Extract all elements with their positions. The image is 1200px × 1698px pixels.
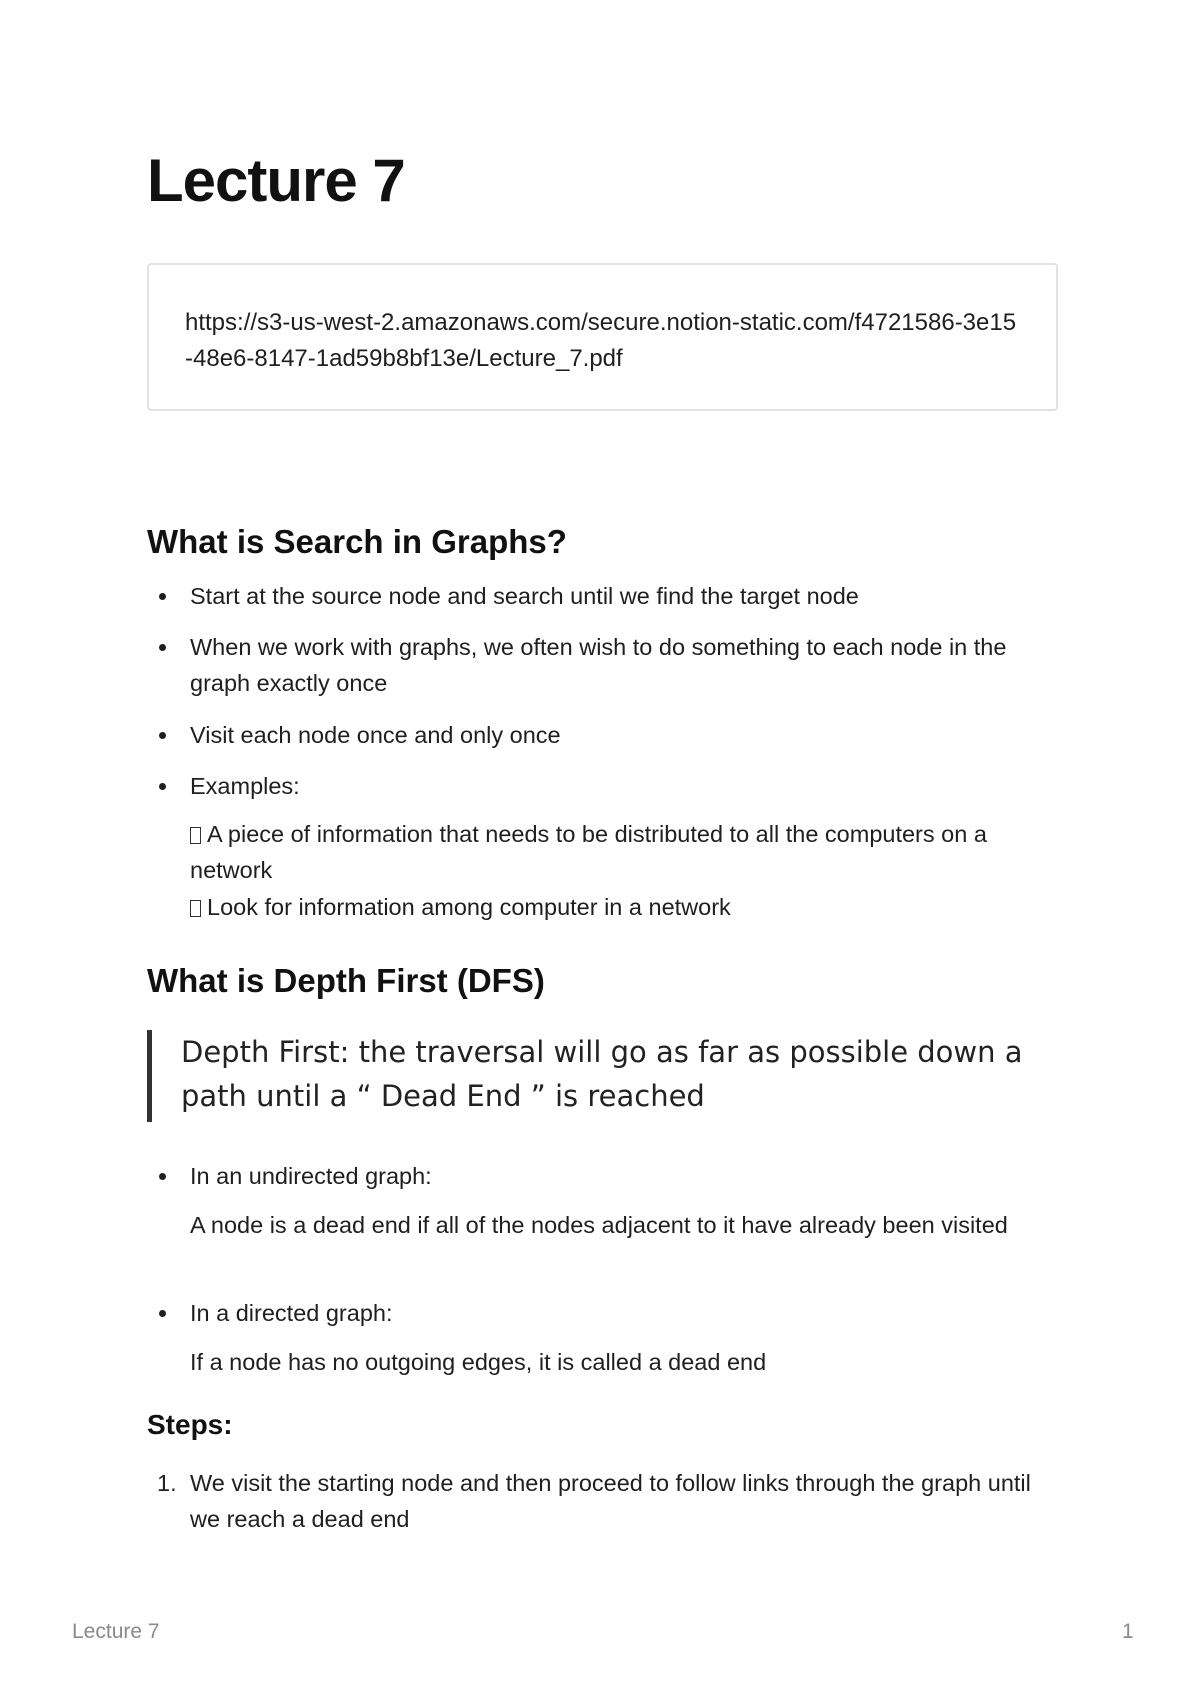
bullet-detail: A node is a dead end if all of the nodes adjacent to it have already been visited [190, 1212, 1008, 1238]
missing-glyph-icon [190, 900, 201, 917]
bullet-dot-icon [159, 783, 166, 790]
footer-page-number: 1 [1122, 1620, 1134, 1643]
example-item: A piece of information that needs to be distributed to all the computers on a network [190, 821, 987, 883]
list-item: Start at the source node and search until we find the target node [147, 578, 1062, 614]
list-item: When we work with graphs, we often wish to do something to each node in the graph exactly once [147, 629, 1062, 701]
footer-doc-title: Lecture 7 [72, 1620, 160, 1643]
bullet-detail: If a node has no outgoing edges, it is called a dead end [190, 1349, 767, 1375]
example-item: Look for information among computer in a network [190, 889, 1050, 925]
bullet-dot-icon [159, 644, 166, 651]
pdf-url-text: https://s3-us-west-2.amazonaws.com/secure.notion-static.com/f4721586-3e15-48e6-8147-1ad59b8bf13e/Lecture_7.pdf [185, 309, 1017, 372]
list-item: In a directed graph: [147, 1295, 1062, 1331]
list-item: In an undirected graph: [147, 1158, 1062, 1194]
heading-steps: Steps: [147, 1409, 233, 1440]
list-item: Visit each node once and only once [147, 717, 1062, 753]
page-title: Lecture 7 [147, 147, 405, 214]
numbered-item: 1. We visit the starting node and then proceed to follow links through the graph until we reach a dead end [157, 1470, 1031, 1532]
heading-search-in-graphs: What is Search in Graphs? [147, 523, 567, 560]
bullet-dot-icon [159, 1173, 166, 1180]
heading-depth-first: What is Depth First (DFS) [147, 962, 545, 999]
list-item: Examples: [147, 768, 1062, 804]
bullet-dot-icon [159, 1310, 166, 1317]
dfs-definition-quote: Depth First: the traversal will go as far as possible down a path until a “ Dead End ” is reached [147, 1030, 1062, 1122]
quote-bar [147, 1030, 152, 1122]
missing-glyph-icon [190, 827, 201, 844]
pdf-embed-link[interactable] [147, 263, 1058, 411]
bullet-dot-icon [159, 732, 166, 739]
bullet-dot-icon [159, 593, 166, 600]
